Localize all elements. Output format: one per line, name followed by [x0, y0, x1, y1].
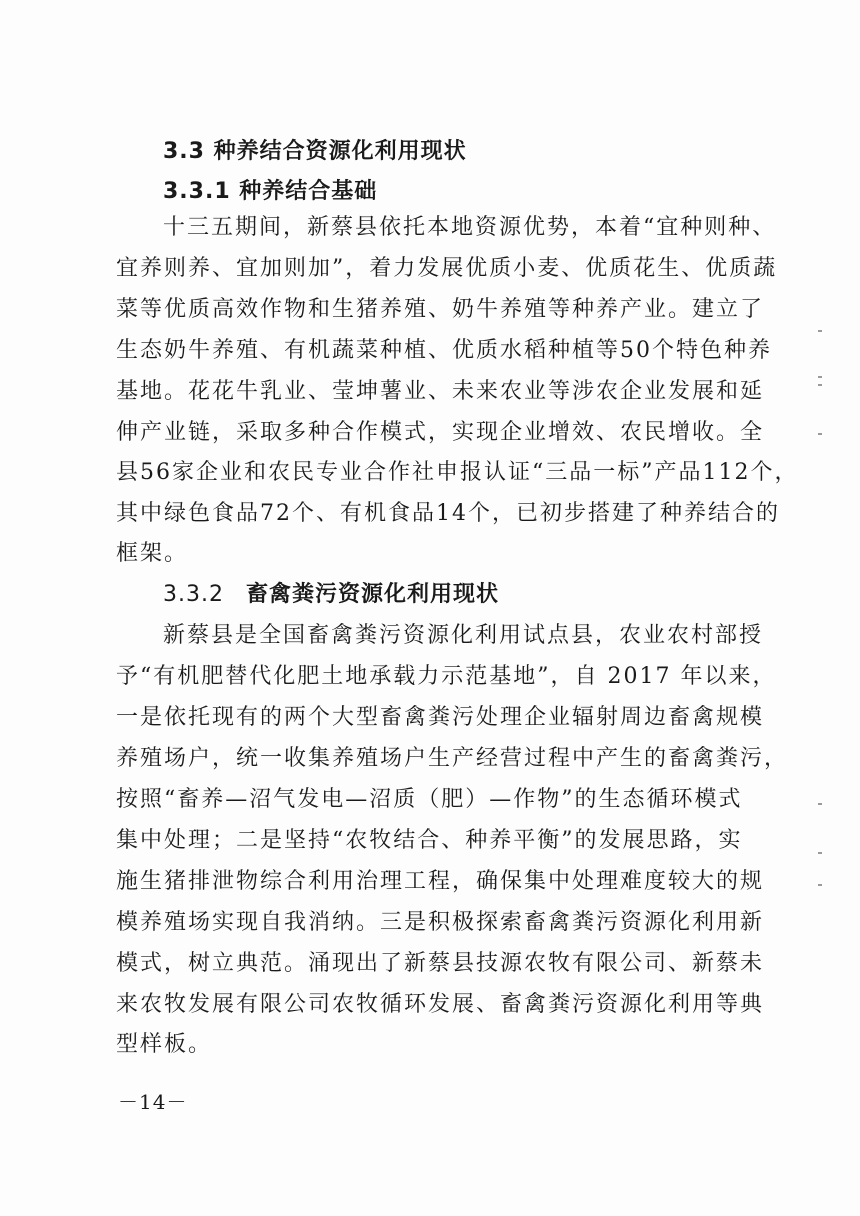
scan-mark [818, 384, 822, 386]
paragraph-line: 菜等优质高效作物和生猪养殖、奶牛养殖等种养产业。建立了 [116, 297, 765, 322]
page-number: －14－ [118, 1090, 188, 1114]
scan-mark [818, 884, 822, 886]
paragraph-line: 十三五期间，新蔡县依托本地资源优势，本着“宜种则种、 [163, 215, 777, 240]
paragraph-line: 模式，树立典范。涌现出了新蔡县技源农牧有限公司、新蔡未 [116, 951, 765, 976]
paragraph-line: 县56家企业和农民专业合作社申报认证“三品一标”产品112个， [116, 460, 799, 485]
scan-mark [818, 433, 822, 435]
paragraph-line: 一是依托现有的两个大型畜禽粪污处理企业辐射周边畜禽规模 [116, 705, 765, 730]
paragraph-line: 框架。 [116, 541, 189, 566]
paragraph-line: 基地。花花牛乳业、莹坤薯业、未来农业等涉农企业发展和延 [116, 379, 765, 404]
scan-mark [818, 330, 822, 332]
scan-mark [818, 852, 822, 854]
section-number: 3.3.2 [163, 582, 224, 607]
paragraph-line: 新蔡县是全国畜禽粪污资源化利用试点县，农业农村部授 [163, 623, 764, 648]
paragraph-line: 型样板。 [116, 1032, 213, 1057]
paragraph-line: 宜养则养、宜加则加”，着力发展优质小麦、优质花生、优质蔬 [116, 256, 778, 281]
section-heading-3-3-2 [163, 577, 499, 608]
paragraph-line: 生态奶牛养殖、有机蔬菜种植、优质水稻种植等50个特色种养 [116, 338, 772, 363]
paragraph-line: 来农牧发展有限公司农牧循环发展、畜禽粪污资源化利用等典 [116, 992, 765, 1017]
paragraph-line: 予“有机肥替代化肥土地承载力示范基地”，自 2017 年以来， [116, 664, 777, 689]
scan-mark [818, 803, 822, 805]
section-heading-3-3-1: 3.3.1 种养结合基础 [163, 179, 378, 204]
section-heading-3-3: 3.3 种养结合资源化利用现状 [163, 139, 467, 164]
paragraph-line: 施生猪排泄物综合利用治理工程，确保集中处理难度较大的规 [116, 869, 765, 894]
paragraph-line: 集中处理；二是坚持“农牧结合、种养平衡”的发展思路，实 [116, 828, 743, 853]
paragraph-line: 按照“畜养—沼气发电—沼质（肥）—作物”的生态循环模式 [116, 787, 743, 812]
paragraph-line: 养殖场户，统一收集养殖场户生产经营过程中产生的畜禽粪污， [116, 746, 789, 771]
section-title: 畜禽粪污资源化利用现状 [245, 582, 499, 607]
paragraph-line: 其中绿色食品72个、有机食品14个，已初步搭建了种养结合的 [116, 501, 780, 526]
scan-mark [818, 376, 822, 378]
paragraph-line: 模养殖场实现自我消纳。三是积极探索畜禽粪污资源化利用新 [116, 910, 765, 935]
paragraph-line: 伸产业链，采取多种合作模式，实现企业增效、农民增收。全 [116, 420, 765, 445]
